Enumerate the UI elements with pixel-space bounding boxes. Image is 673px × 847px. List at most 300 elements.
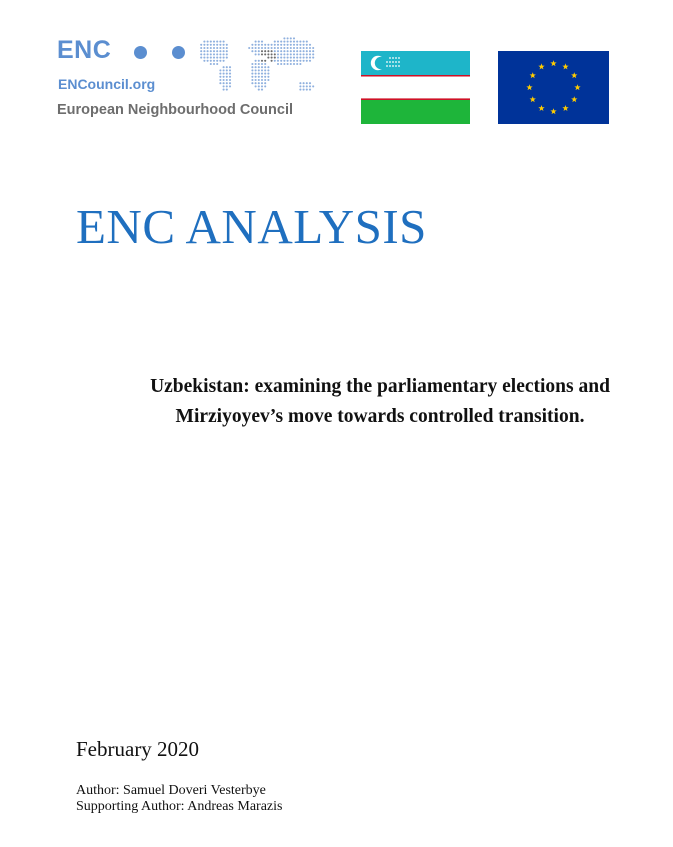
map-dot (267, 69, 269, 71)
map-dot (299, 63, 301, 65)
map-dot (264, 47, 266, 49)
map-dot (223, 41, 225, 43)
map-dot (261, 47, 263, 49)
map-dot (277, 50, 279, 52)
map-dot (216, 63, 218, 65)
map-dot (258, 60, 260, 62)
map-dot (261, 73, 263, 75)
map-dot (299, 41, 301, 43)
map-dot (306, 41, 308, 43)
map-dot (277, 41, 279, 43)
map-dot (219, 47, 221, 49)
map-dot (251, 82, 253, 84)
map-dot (296, 50, 298, 52)
map-dot (223, 53, 225, 55)
supporting-author-line: Supporting Author: Andreas Marazis (76, 799, 283, 814)
map-dot (223, 69, 225, 71)
document-date: February 2020 (76, 737, 200, 761)
map-dot (258, 89, 260, 91)
logo-dot-icon (172, 46, 185, 59)
map-dot (271, 47, 273, 49)
map-dot (251, 79, 253, 81)
map-dot (223, 44, 225, 46)
map-dot (299, 60, 301, 62)
map-dot (306, 60, 308, 62)
map-dot (251, 47, 253, 49)
map-dot (309, 82, 311, 84)
map-dot (258, 79, 260, 81)
map-dot (216, 44, 218, 46)
map-dot (293, 63, 295, 65)
map-dot (267, 50, 269, 52)
map-dot (283, 37, 285, 39)
map-dot (287, 53, 289, 55)
map-dot (261, 50, 263, 52)
logo-brand-text: ENC (57, 36, 112, 64)
map-dot (287, 41, 289, 43)
map-dot (296, 44, 298, 46)
map-dot (280, 50, 282, 52)
map-dot (290, 53, 292, 55)
map-dot (251, 44, 253, 46)
map-dot (203, 60, 205, 62)
map-dot (293, 53, 295, 55)
map-dot (210, 63, 212, 65)
map-dot (299, 53, 301, 55)
map-dot (303, 57, 305, 59)
map-dot (207, 53, 209, 55)
map-dot (251, 50, 253, 52)
map-dot (293, 44, 295, 46)
map-dot (200, 50, 202, 52)
map-dot (226, 57, 228, 59)
map-dot (293, 41, 295, 43)
map-dot (271, 60, 273, 62)
map-dot (226, 69, 228, 71)
map-dot (223, 79, 225, 81)
map-dot (255, 53, 257, 55)
map-dot (258, 85, 260, 87)
map-dot (261, 41, 263, 43)
map-dot (210, 60, 212, 62)
map-dot (306, 53, 308, 55)
map-dot (226, 76, 228, 78)
map-dot (303, 60, 305, 62)
map-dot (309, 44, 311, 46)
map-dot (287, 60, 289, 62)
map-dot (309, 85, 311, 87)
map-dot (283, 41, 285, 43)
map-dot (213, 63, 215, 65)
document-type-heading: ENC ANALYSIS (76, 199, 427, 254)
map-dot (258, 69, 260, 71)
map-dot (296, 53, 298, 55)
map-dot (306, 47, 308, 49)
map-dot (277, 57, 279, 59)
map-dot (216, 57, 218, 59)
map-dot (226, 47, 228, 49)
map-dot (219, 60, 221, 62)
map-dot (306, 44, 308, 46)
map-dot (219, 50, 221, 52)
enc-logo (0, 0, 340, 130)
map-dot (223, 89, 225, 91)
map-dot (303, 44, 305, 46)
map-dot (255, 60, 257, 62)
map-dot (306, 50, 308, 52)
map-dot (312, 47, 314, 49)
map-dot (306, 82, 308, 84)
map-dot (261, 85, 263, 87)
map-dot (277, 47, 279, 49)
map-dot (226, 85, 228, 87)
map-dot (271, 57, 273, 59)
map-dot (299, 82, 301, 84)
map-dot (210, 44, 212, 46)
map-dot (229, 79, 231, 81)
map-dot (219, 44, 221, 46)
map-dot (229, 82, 231, 84)
map-dot (226, 66, 228, 68)
map-dot (280, 41, 282, 43)
map-dot (287, 44, 289, 46)
map-dot (264, 79, 266, 81)
map-dot (261, 63, 263, 65)
map-dot (290, 57, 292, 59)
map-dot (255, 69, 257, 71)
map-dot (258, 50, 260, 52)
map-dot (255, 73, 257, 75)
map-dot (258, 53, 260, 55)
map-dot (226, 44, 228, 46)
map-dot (296, 63, 298, 65)
world-map-dotted-icon (196, 30, 324, 100)
document-title-line-1: Uzbekistan: examining the parliamentary elections and (150, 376, 610, 397)
map-dot (251, 73, 253, 75)
map-dot (226, 89, 228, 91)
map-dot (207, 44, 209, 46)
map-dot (271, 44, 273, 46)
map-dot (290, 50, 292, 52)
map-dot (207, 41, 209, 43)
map-dot (299, 85, 301, 87)
map-dot (264, 66, 266, 68)
map-dot (274, 53, 276, 55)
map-dot (223, 73, 225, 75)
map-dot (283, 44, 285, 46)
map-dot (210, 50, 212, 52)
map-dot (290, 41, 292, 43)
map-dot (213, 57, 215, 59)
map-dot (261, 44, 263, 46)
map-dot (255, 82, 257, 84)
map-dot (210, 47, 212, 49)
map-dot (219, 69, 221, 71)
map-dot (264, 44, 266, 46)
map-dot (296, 41, 298, 43)
map-dot (223, 50, 225, 52)
map-dot (261, 79, 263, 81)
map-dot (309, 60, 311, 62)
map-dot (261, 53, 263, 55)
map-dot (261, 69, 263, 71)
map-dot (229, 69, 231, 71)
map-dot (200, 53, 202, 55)
logo-url: ENCouncil.org (58, 76, 156, 92)
map-dot (267, 44, 269, 46)
map-dot (219, 82, 221, 84)
map-dot (306, 85, 308, 87)
map-dot (283, 50, 285, 52)
map-dot (303, 41, 305, 43)
map-dot (267, 66, 269, 68)
map-dot (258, 73, 260, 75)
map-dot (309, 53, 311, 55)
map-dot (293, 60, 295, 62)
map-dot (264, 82, 266, 84)
map-dot (219, 41, 221, 43)
map-dot (283, 53, 285, 55)
map-dot (274, 50, 276, 52)
map-dot (280, 60, 282, 62)
map-dot (223, 82, 225, 84)
map-dot (258, 47, 260, 49)
logo-dot-icon (134, 46, 147, 59)
map-dot (296, 57, 298, 59)
map-dot (219, 53, 221, 55)
map-dot (207, 47, 209, 49)
map-dot (223, 76, 225, 78)
map-dot (213, 60, 215, 62)
map-dot (216, 41, 218, 43)
map-dot (226, 53, 228, 55)
map-dot (255, 76, 257, 78)
map-dot (299, 47, 301, 49)
logo-organization-name: European Neighbourhood Council (57, 102, 294, 118)
map-dot (293, 47, 295, 49)
map-dot (203, 41, 205, 43)
eu-flag-icon (498, 51, 609, 124)
map-dot (309, 57, 311, 59)
map-dot (226, 82, 228, 84)
map-dot (255, 66, 257, 68)
map-dot (226, 73, 228, 75)
map-dot (264, 76, 266, 78)
map-dot (264, 63, 266, 65)
map-dot (213, 53, 215, 55)
map-dot (287, 57, 289, 59)
map-dot (309, 89, 311, 91)
map-dot (258, 66, 260, 68)
map-dot (280, 53, 282, 55)
map-dot (219, 73, 221, 75)
map-dot (274, 47, 276, 49)
map-dot (264, 50, 266, 52)
map-dot (264, 73, 266, 75)
map-dot (200, 47, 202, 49)
map-dot (207, 60, 209, 62)
map-dot (271, 50, 273, 52)
map-dot (251, 63, 253, 65)
map-dot (293, 57, 295, 59)
map-dot (303, 53, 305, 55)
map-dot (312, 57, 314, 59)
map-dot (287, 47, 289, 49)
map-dot (255, 63, 257, 65)
map-dot (283, 57, 285, 59)
map-dot (261, 60, 263, 62)
map-dot (274, 41, 276, 43)
map-dot (293, 37, 295, 39)
map-dot (226, 50, 228, 52)
map-dot (223, 85, 225, 87)
map-dot (296, 60, 298, 62)
map-dot (255, 79, 257, 81)
map-dot (290, 60, 292, 62)
map-dot (255, 85, 257, 87)
map-dot (223, 47, 225, 49)
map-dot (264, 53, 266, 55)
map-dot (267, 53, 269, 55)
map-dot (261, 82, 263, 84)
map-dot (229, 76, 231, 78)
map-dot (210, 41, 212, 43)
map-dot (296, 47, 298, 49)
map-dot (299, 57, 301, 59)
map-dot (258, 63, 260, 65)
map-dot (306, 89, 308, 91)
map-dot (203, 44, 205, 46)
map-dot (280, 47, 282, 49)
map-dot (251, 66, 253, 68)
map-dot (258, 82, 260, 84)
map-dot (258, 41, 260, 43)
map-dot (223, 66, 225, 68)
map-dot (287, 50, 289, 52)
map-dot (223, 57, 225, 59)
map-dot (312, 53, 314, 55)
map-dot (203, 47, 205, 49)
map-dot (280, 57, 282, 59)
map-dot (267, 57, 269, 59)
map-dot (219, 76, 221, 78)
map-dot (213, 50, 215, 52)
map-dot (248, 47, 250, 49)
map-dot (258, 44, 260, 46)
map-dot (267, 47, 269, 49)
map-dot (274, 60, 276, 62)
map-dot (312, 50, 314, 52)
map-dot (229, 73, 231, 75)
map-dot (200, 57, 202, 59)
map-dot (213, 41, 215, 43)
map-dot (219, 57, 221, 59)
document-title-line-2: Mirziyoyev’s move towards controlled transition. (175, 406, 585, 427)
map-dot (264, 60, 266, 62)
map-dot (277, 63, 279, 65)
map-dot (261, 76, 263, 78)
map-dot (303, 85, 305, 87)
map-dot (219, 79, 221, 81)
map-dot (280, 63, 282, 65)
map-dot (223, 60, 225, 62)
map-dot (229, 66, 231, 68)
map-dot (271, 53, 273, 55)
map-dot (290, 37, 292, 39)
map-dot (293, 50, 295, 52)
map-dot (216, 50, 218, 52)
map-dot (303, 89, 305, 91)
map-dot (303, 82, 305, 84)
map-dot (255, 44, 257, 46)
map-dot (210, 53, 212, 55)
map-dot (258, 76, 260, 78)
map-dot (290, 44, 292, 46)
map-dot (255, 47, 257, 49)
map-dot (226, 79, 228, 81)
map-dot (277, 44, 279, 46)
map-dot (299, 50, 301, 52)
map-dot (210, 57, 212, 59)
map-dot (203, 50, 205, 52)
map-dot (216, 53, 218, 55)
map-dot (280, 44, 282, 46)
map-dot (283, 63, 285, 65)
map-dot (229, 85, 231, 87)
map-dot (287, 63, 289, 65)
map-dot (213, 44, 215, 46)
map-dot (267, 79, 269, 81)
map-dot (290, 63, 292, 65)
map-dot (283, 47, 285, 49)
map-dot (255, 50, 257, 52)
author-line: Author: Samuel Doveri Vesterbye (76, 783, 266, 798)
map-dot (303, 50, 305, 52)
map-dot (213, 47, 215, 49)
map-dot (283, 60, 285, 62)
map-dot (267, 76, 269, 78)
map-dot (290, 47, 292, 49)
map-dot (261, 66, 263, 68)
map-dot (216, 47, 218, 49)
map-dot (251, 69, 253, 71)
map-dot (203, 53, 205, 55)
map-dot (216, 60, 218, 62)
map-dot (274, 57, 276, 59)
map-dot (299, 89, 301, 91)
map-dot (309, 50, 311, 52)
uzbekistan-flag-icon (361, 51, 470, 124)
map-dot (299, 44, 301, 46)
map-dot (251, 76, 253, 78)
map-dot (306, 57, 308, 59)
map-dot (309, 47, 311, 49)
map-dot (207, 50, 209, 52)
map-dot (255, 41, 257, 43)
map-dot (287, 37, 289, 39)
map-dot (274, 44, 276, 46)
map-dot (200, 44, 202, 46)
map-dot (261, 89, 263, 91)
map-dot (277, 53, 279, 55)
map-dot (312, 85, 314, 87)
map-dot (277, 60, 279, 62)
map-dot (264, 69, 266, 71)
map-dot (303, 47, 305, 49)
map-dot (267, 73, 269, 75)
map-dot (207, 57, 209, 59)
map-dot (203, 57, 205, 59)
